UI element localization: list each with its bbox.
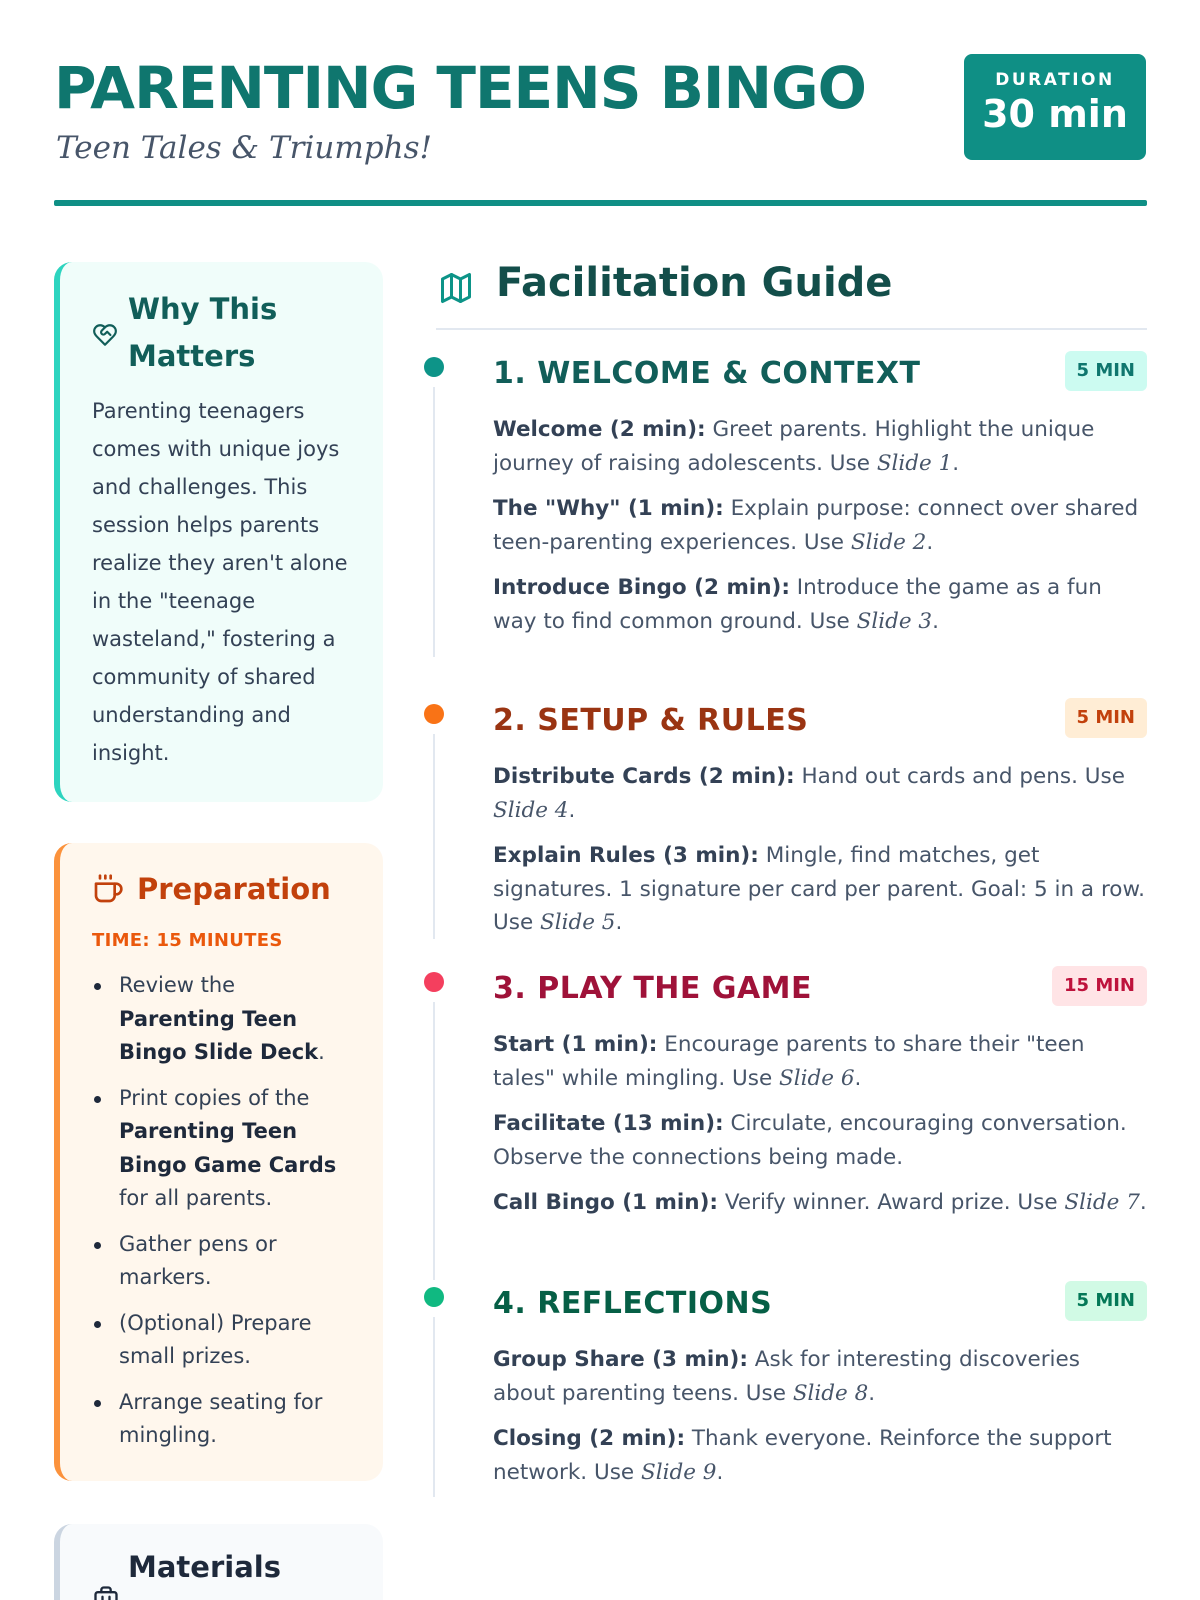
text-run: . — [615, 910, 623, 935]
preparation-list — [92, 969, 357, 1465]
text-run: . — [932, 608, 939, 634]
why-body: Parenting teenagers comes with unique joys and challenges. This session helps parents realize they aren't alone in the "teenage wasteland," fostering a community of shared understanding and insight. — [92, 399, 348, 765]
text-run: . — [952, 450, 960, 476]
text-run: Explain purpose: connect over shared teen-parenting experiences. Use — [493, 496, 1139, 555]
step-items — [493, 413, 1147, 650]
header-divider — [54, 200, 1147, 206]
page-subtitle: Teen Tales & Triumphs! — [56, 130, 432, 166]
text-run: Ask for interesting discoveries about parenting teens. Use — [493, 1347, 1080, 1406]
why-title: Why This Matters — [128, 292, 278, 373]
timeline-dot — [424, 704, 444, 724]
preparation-item — [92, 1307, 357, 1374]
preparation-item — [92, 969, 357, 1070]
slide-reference: Slide 8 — [792, 1380, 869, 1406]
coffee-cup-icon — [92, 873, 124, 909]
timeline-dot — [424, 1287, 444, 1307]
materials-card — [54, 1524, 383, 1600]
map-icon — [438, 270, 474, 310]
bold-text: Group Share (3 min): — [493, 1347, 748, 1372]
duration-value: 30 min — [982, 92, 1128, 136]
step-item — [493, 839, 1147, 940]
text-run: . — [318, 1040, 325, 1064]
step-item — [493, 492, 1147, 559]
preparation-item — [92, 1228, 357, 1295]
page-header — [54, 52, 1146, 212]
timeline-line — [433, 734, 435, 939]
preparation-item — [92, 1386, 357, 1453]
step-item — [493, 413, 1147, 480]
bold-text: Facilitate (13 min): — [493, 1111, 724, 1136]
slide-reference: Slide 5 — [540, 910, 616, 935]
bold-text: Explain Rules (3 min): — [493, 843, 759, 868]
step-title: 2. SETUP & RULES — [493, 703, 809, 738]
text-run: Mingle, find matches, get signatures. 1 signature per card per parent. Goal: 5 in a row. Use — [493, 843, 1145, 935]
step-item — [493, 571, 1147, 638]
step-item — [493, 1422, 1147, 1489]
text-run: Gather pens or markers. — [119, 1231, 277, 1289]
step-item — [493, 1107, 1147, 1174]
text-run: . — [854, 1065, 862, 1091]
preparation-item — [92, 1082, 357, 1216]
text-run: Review the — [119, 973, 236, 997]
bold-text: Call Bingo (1 min): — [493, 1190, 718, 1215]
step-items — [493, 760, 1147, 952]
bold-text: Closing (2 min): — [493, 1426, 686, 1451]
step-item — [493, 1186, 1147, 1220]
text-run: . — [1139, 1190, 1147, 1215]
timeline-line — [433, 1002, 435, 1280]
heart-handshake-icon — [92, 322, 118, 352]
preparation-card — [54, 843, 383, 1481]
text-run: . — [568, 797, 576, 823]
step-items — [493, 1343, 1147, 1501]
slide-reference: Slide 6 — [779, 1065, 855, 1091]
text-run: . — [716, 1459, 724, 1485]
text-run: Verify winner. Award prize. Use — [718, 1190, 1065, 1215]
step-item — [493, 1028, 1147, 1095]
facilitation-guide-title: Facilitation Guide — [496, 260, 893, 306]
briefcase-icon — [92, 1584, 120, 1600]
text-run: Arrange seating for mingling. — [119, 1389, 323, 1447]
bold-text: The "Why" (1 min): — [493, 496, 724, 521]
duration-label: DURATION — [995, 70, 1115, 90]
why-this-matters-card — [54, 262, 383, 802]
step-duration-badge: 5 MIN — [1065, 698, 1147, 738]
text-run: for all parents. — [119, 1186, 273, 1210]
bold-text: Distribute Cards (2 min): — [493, 764, 795, 789]
text-run: Thank everyone. Reinforce the support network. Use — [493, 1426, 1112, 1485]
preparation-time: TIME: 15 MINUTES — [92, 930, 283, 951]
bold-text: Parenting Teen Bingo Game Cards — [119, 1119, 337, 1177]
timeline-dot — [424, 972, 444, 992]
duration-badge — [964, 54, 1146, 160]
slide-reference: Slide 9 — [640, 1459, 717, 1485]
materials-title: Materials — [128, 1550, 281, 1584]
slide-reference: Slide 1 — [876, 450, 953, 476]
bold-text: Parenting Teen Bingo Slide Deck — [119, 1006, 319, 1064]
page-title: PARENTING TEENS BINGO — [54, 54, 866, 122]
step-duration-badge: 5 MIN — [1065, 1281, 1147, 1321]
text-run: Circulate, encouraging conversation. Observe the connections being made. — [493, 1111, 1127, 1170]
slide-reference: Slide 7 — [1064, 1190, 1140, 1215]
step-title: 3. PLAY THE GAME — [493, 971, 813, 1006]
slide-reference: Slide 2 — [850, 529, 927, 555]
slide-reference: Slide 4 — [493, 797, 569, 823]
step-duration-badge: 5 MIN — [1065, 351, 1147, 391]
step-title: 4. REFLECTIONS — [493, 1286, 773, 1321]
step-title: 1. WELCOME & CONTEXT — [493, 356, 921, 391]
text-run: . — [926, 529, 934, 555]
text-run: Encourage parents to share their "teen tales" while mingling. Use — [493, 1032, 1085, 1091]
step-item — [493, 1343, 1147, 1410]
timeline-line — [433, 1317, 435, 1497]
step-item — [493, 760, 1147, 827]
text-run: (Optional) Prepare small prizes. — [119, 1310, 312, 1368]
text-run: Print copies of the — [119, 1085, 310, 1110]
preparation-title: Preparation — [137, 872, 331, 906]
text-run: . — [868, 1380, 876, 1406]
text-run: Introduce the game as a fun way to find common ground. Use — [493, 575, 1102, 634]
step-items — [493, 1028, 1147, 1232]
bold-text: Introduce Bingo (2 min): — [493, 575, 790, 600]
timeline-line — [433, 387, 435, 657]
bold-text: Start (1 min): — [493, 1032, 658, 1057]
bold-text: Welcome (2 min): — [493, 417, 706, 442]
text-run: Hand out cards and pens. Use — [794, 764, 1125, 789]
slide-reference: Slide 3 — [856, 608, 933, 634]
step-duration-badge: 15 MIN — [1052, 966, 1147, 1006]
guide-divider — [436, 328, 1147, 330]
text-run: Greet parents. Highlight the unique journey of raising adolescents. Use — [493, 417, 1095, 476]
timeline-dot — [424, 357, 444, 377]
